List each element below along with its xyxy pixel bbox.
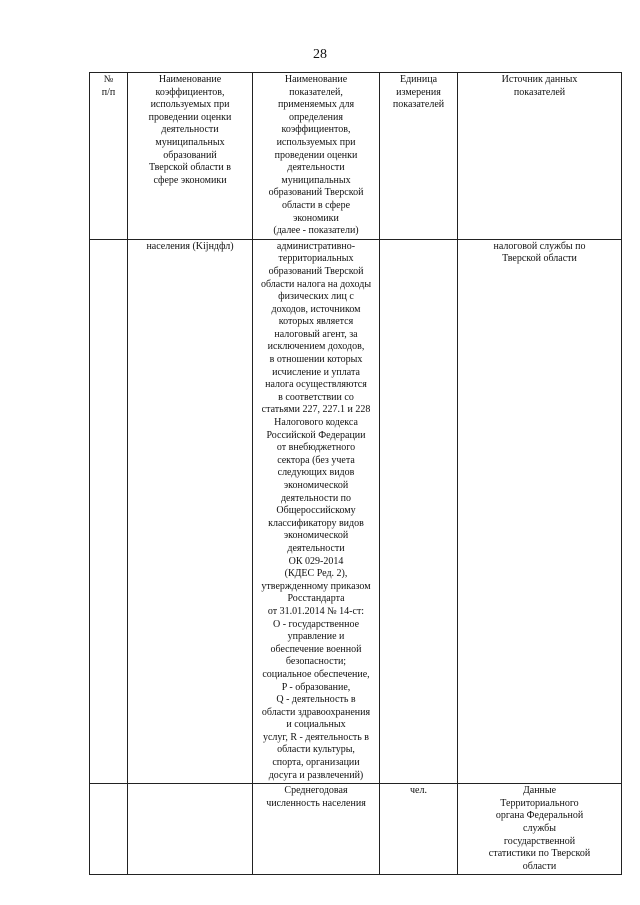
row-coefficient-cell bbox=[128, 784, 253, 875]
header-cell-unit: Единица измерения показателей bbox=[380, 73, 458, 240]
row-source-cell: Данные Территориального органа Федеральной службы государственной статистики по Тверской области bbox=[458, 784, 622, 875]
table-header-row bbox=[90, 73, 622, 240]
header-cell-source: Источник данных показателей bbox=[458, 73, 622, 240]
row-indicator-cell: Среднегодовая численность населения bbox=[253, 784, 380, 875]
row-number-cell bbox=[90, 784, 128, 875]
table-row bbox=[90, 239, 622, 784]
row-indicator-cell: административно- территориальных образований Тверской области налога на доходы физических лиц с доходов, источником которых является налоговый агент, за исключением доходов, в отношении которых исчисление и уплата налога осуществляются в соответствии со статьями 227, 227.1 и 228 Налогового кодекса Российской Федерации от внебюджетного сектора (без учета следующих видов экономической деятельности по Общероссийскому классификатору видов экономической деятельности ОК 029-2014 (КДЕС Ред. 2), утвержденному приказом Росстандарта от 31.01.2014 № 14-ст: O - государственное управление и обеспечение военной безопасности; социальное обеспечение, P - образование, Q - деятельность в области здравоохранения и социальных услуг, R - деятельность в области культуры, спорта, организации досуга и развлечений) bbox=[253, 239, 380, 784]
row-source-cell: налоговой службы по Тверской области bbox=[458, 239, 622, 784]
header-cell-number: № п/п bbox=[90, 73, 128, 240]
header-cell-coefficient-name: Наименование коэффициентов, используемых при проведении оценки деятельности муниципальных образований Тверской области в сфере экономики bbox=[128, 73, 253, 240]
header-cell-indicator-name: Наименование показателей, применяемых для определения коэффициентов, используемых при проведении оценки деятельности муниципальных образований Тверской области в сфере экономики (далее - показатели) bbox=[253, 73, 380, 240]
page-number: 28 bbox=[313, 47, 327, 62]
row-coefficient-cell: населения (Kijндфл) bbox=[128, 239, 253, 784]
row-unit-cell bbox=[380, 239, 458, 784]
coefficients-table bbox=[89, 72, 622, 875]
table-row bbox=[90, 784, 622, 875]
row-unit-cell: чел. bbox=[380, 784, 458, 875]
row-number-cell bbox=[90, 239, 128, 784]
